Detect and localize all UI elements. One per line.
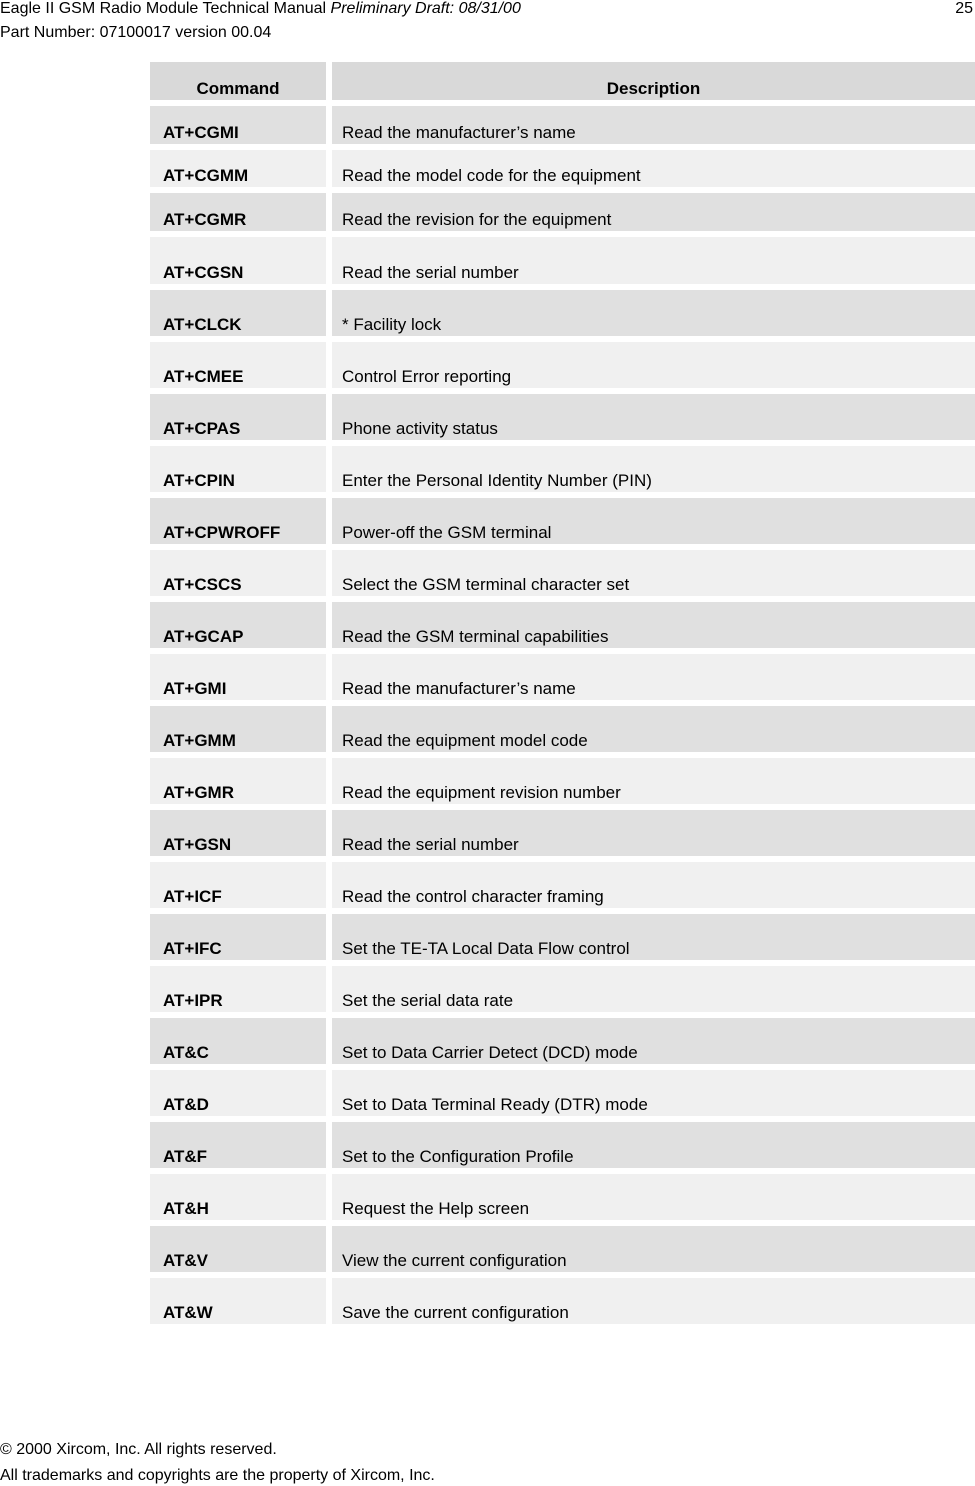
table-row [150,1226,975,1272]
command-cell: AT+GMI [150,654,326,700]
description-cell: Set the TE-TA Local Data Flow control [332,914,975,960]
table-row [150,237,975,284]
command-cell: AT+GSN [150,810,326,856]
table-row [150,1174,975,1220]
description-cell: Read the equipment model code [332,706,975,752]
trademark-notice: All trademarks and copyrights are the property of Xircom, Inc. [0,1467,435,1484]
draft-notice: Preliminary Draft: 08/31/00 [330,0,521,17]
command-cell: AT+ICF [150,862,326,908]
command-cell: AT&F [150,1122,326,1168]
part-number: Part Number: 07100017 version 00.04 [0,24,272,41]
table-row [150,1070,975,1116]
description-cell: Set the serial data rate [332,966,975,1012]
command-cell: AT&V [150,1226,326,1272]
table-row [150,193,975,231]
document-title-text: Eagle II GSM Radio Module Technical Manual [0,0,331,17]
table-row [150,106,975,144]
table-row [150,1278,975,1324]
command-cell: AT&D [150,1070,326,1116]
table-row [150,602,975,648]
table-row [150,862,975,908]
command-cell: AT&C [150,1018,326,1064]
description-cell: Read the serial number [332,810,975,856]
command-cell: AT+GMR [150,758,326,804]
command-cell: AT+GCAP [150,602,326,648]
command-cell: AT+CPAS [150,394,326,440]
command-cell: AT+CLCK [150,290,326,336]
description-cell: Select the GSM terminal character set [332,550,975,596]
command-cell: AT+CMEE [150,342,326,388]
command-cell: AT+CPIN [150,446,326,492]
command-table [150,62,975,1330]
description-cell: * Facility lock [332,290,975,336]
description-cell: Phone activity status [332,394,975,440]
command-cell: AT+GMM [150,706,326,752]
table-header-row [150,62,975,100]
column-header-description: Description [332,62,975,100]
command-cell: AT+CSCS [150,550,326,596]
description-cell: Save the current configuration [332,1278,975,1324]
command-cell: AT+CGMI [150,106,326,144]
command-cell: AT+CGSN [150,237,326,284]
table-row [150,914,975,960]
table-row [150,394,975,440]
description-cell: Request the Help screen [332,1174,975,1220]
description-cell: Read the GSM terminal capabilities [332,602,975,648]
description-cell: Read the manufacturer’s name [332,106,975,144]
description-cell: Enter the Personal Identity Number (PIN) [332,446,975,492]
table-row [150,1122,975,1168]
column-header-command: Command [150,62,326,100]
command-cell: AT+IPR [150,966,326,1012]
command-cell: AT+CGMR [150,193,326,231]
command-cell: AT&H [150,1174,326,1220]
page-number: 25 [955,0,973,17]
command-cell: AT+IFC [150,914,326,960]
table-row [150,758,975,804]
description-cell: Read the serial number [332,237,975,284]
command-cell: AT+CGMM [150,150,326,187]
description-cell: Read the model code for the equipment [332,150,975,187]
table-row [150,498,975,544]
table-row [150,342,975,388]
table-row [150,290,975,336]
description-cell: Read the manufacturer’s name [332,654,975,700]
description-cell: Set to Data Terminal Ready (DTR) mode [332,1070,975,1116]
document-title [0,0,521,19]
table-row [150,1018,975,1064]
table-row [150,550,975,596]
description-cell: Control Error reporting [332,342,975,388]
table-row [150,966,975,1012]
command-cell: AT+CPWROFF [150,498,326,544]
table-row [150,446,975,492]
copyright-notice: © 2000 Xircom, Inc. All rights reserved. [0,1441,277,1458]
description-cell: Set to the Configuration Profile [332,1122,975,1168]
table-row [150,150,975,187]
table-row [150,810,975,856]
description-cell: Read the revision for the equipment [332,193,975,231]
description-cell: View the current configuration [332,1226,975,1272]
description-cell: Power-off the GSM terminal [332,498,975,544]
description-cell: Read the control character framing [332,862,975,908]
table-body [150,106,975,1324]
table-row [150,706,975,752]
command-cell: AT&W [150,1278,326,1324]
description-cell: Read the equipment revision number [332,758,975,804]
table-row [150,654,975,700]
description-cell: Set to Data Carrier Detect (DCD) mode [332,1018,975,1064]
